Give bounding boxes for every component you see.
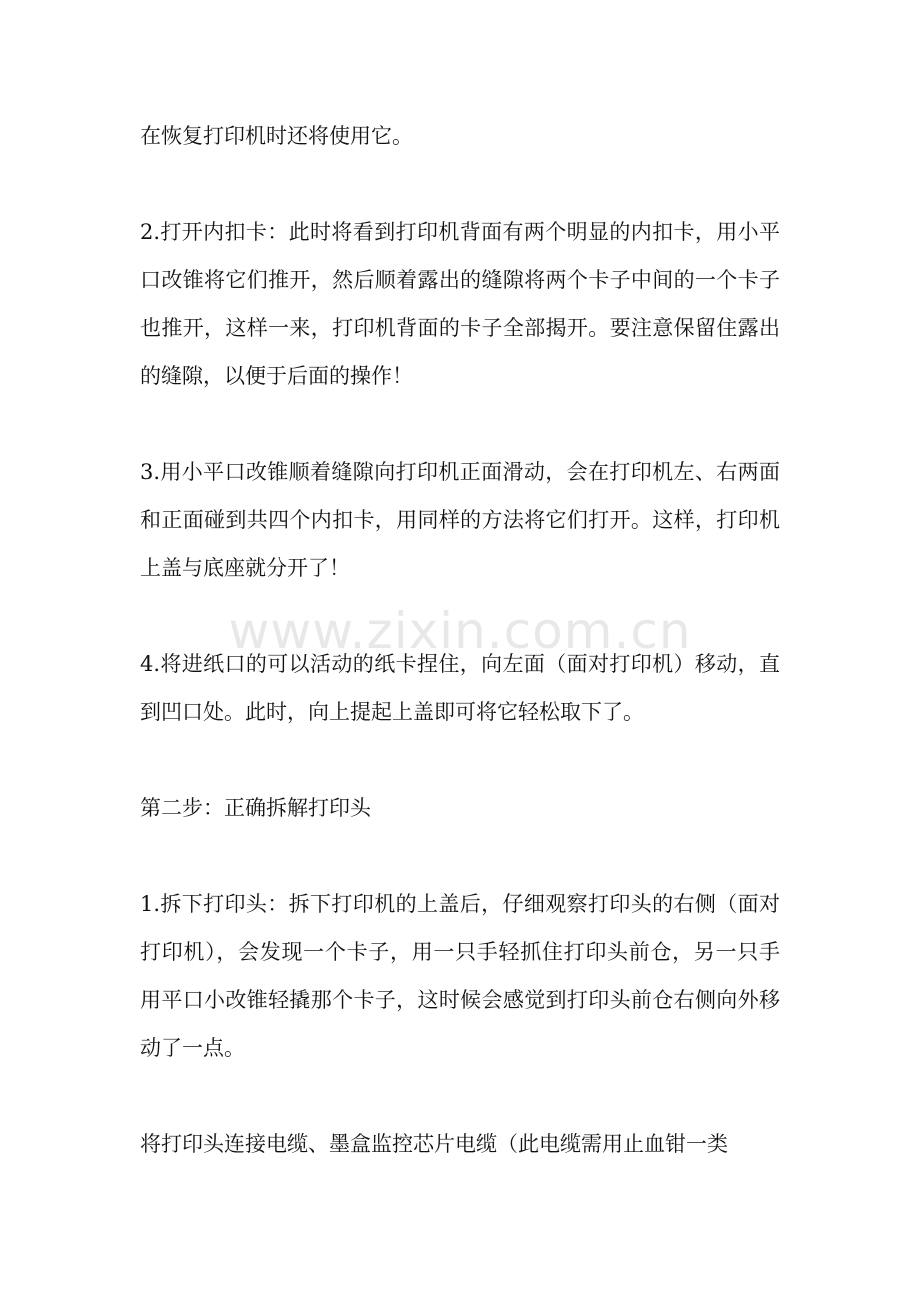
paragraph-step-4: 4.将进纸口的可以活动的纸卡捏住，向左面（面对打印机）移动，直到凹口处。此时，向上提起上盖即可将它轻松取下了。 [140,652,780,724]
paragraph-remove-printhead: 1.拆下打印头：拆下打印机的上盖后，仔细观察打印头的右侧（面对打印机），会发现一个卡子，用一只手轻抓住打印头前仓，另一只手用平口小改锥轻撬那个卡子，这时候会感觉到打印头前仓右侧向外移动了一点。 [140,892,780,1060]
paragraph-intro: 在恢复打印机时还将使用它。 [140,124,413,148]
paragraph-step-3: 3.用小平口改锥顺着缝隙向打印机正面滑动，会在打印机左、右两面和正面碰到共四个内扣卡，用同样的方法将它们打开。这样，打印机上盖与底座就分开了！ [140,460,780,580]
paragraph-cables: 将打印头连接电缆、墨盒监控芯片电缆（此电缆需用止血钳一类 [140,1132,728,1156]
watermark-text: www.zixin.com.cn [228,602,692,660]
paragraph-step-2: 2.打开内扣卡：此时将看到打印机背面有两个明显的内扣卡，用小平口改锥将它们推开，然后顺着露出的缝隙将两个卡子中间的一个卡子也推开，这样一来，打印机背面的卡子全部揭开。要注意保留住露出的缝隙，以便于后面的操作！ [140,220,780,388]
section-heading: 第二步：正确拆解打印头 [140,796,371,820]
